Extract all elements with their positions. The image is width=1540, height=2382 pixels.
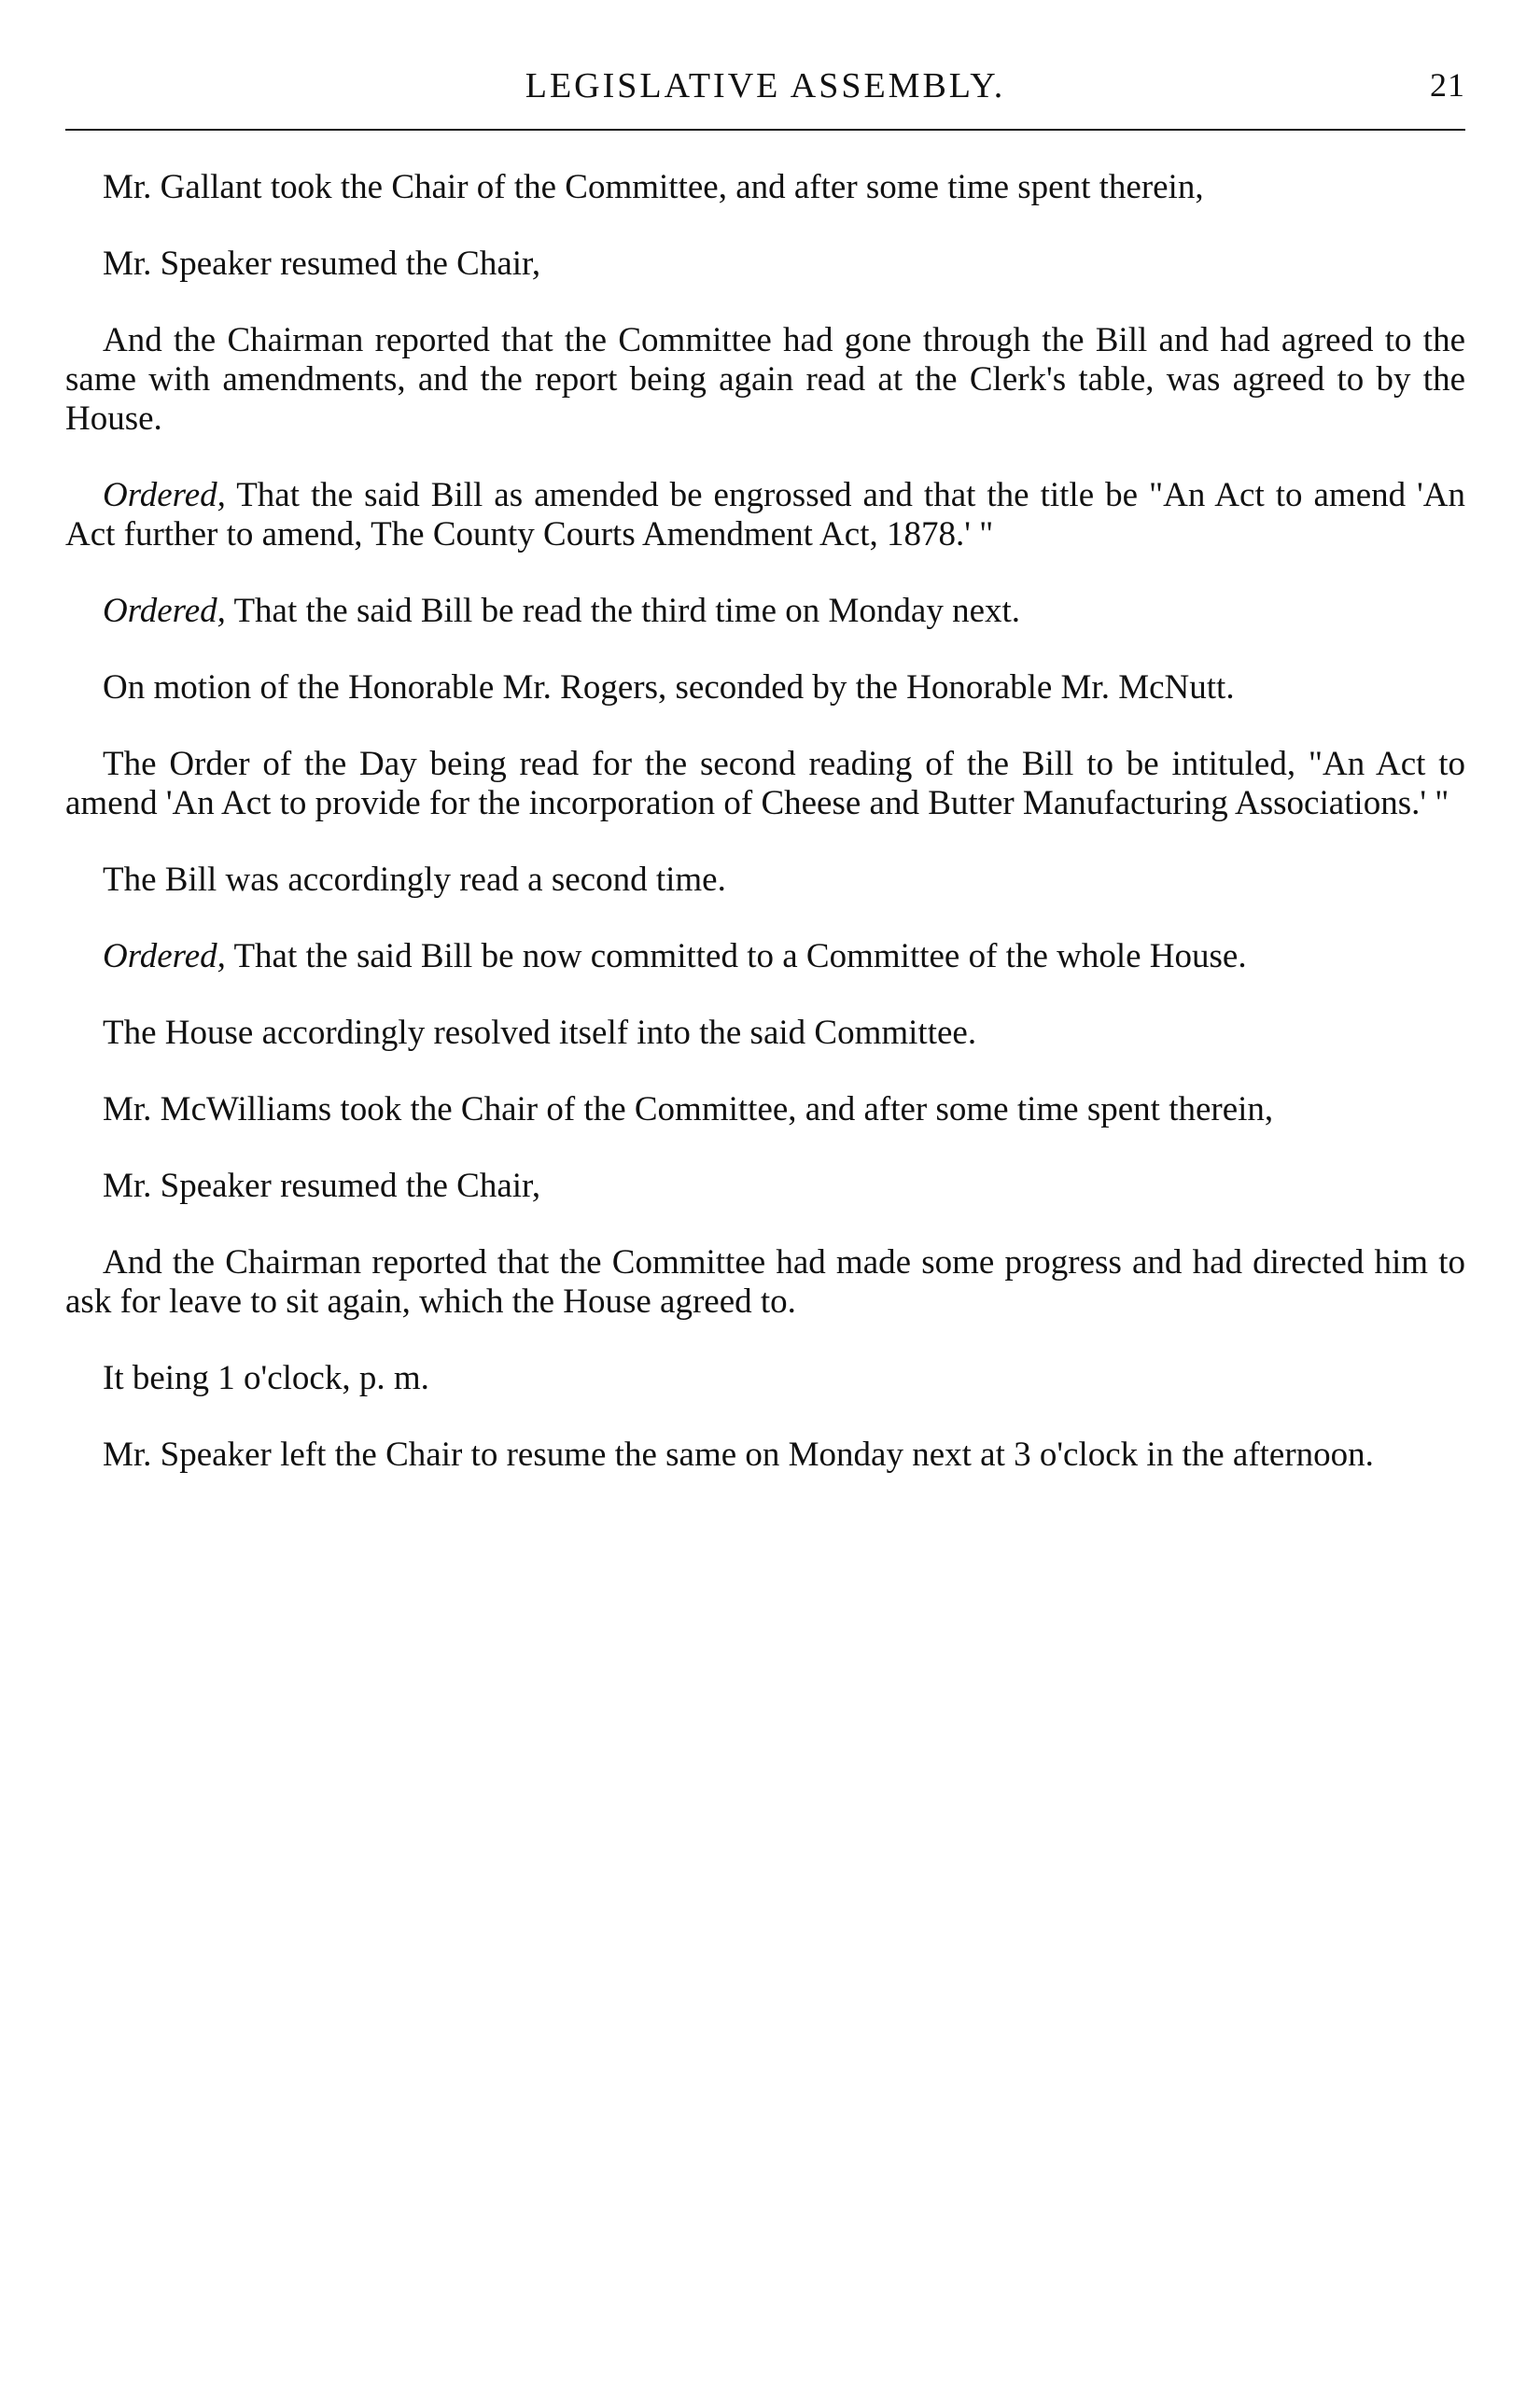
paragraph-text: And the Chairman reported that the Committee had made some progress and had directed him to ask for leave to sit again, which the House agreed to. <box>65 1243 1465 1321</box>
paragraph <box>65 861 1465 900</box>
paragraph-text: The House accordingly resolved itself into the said Committee. <box>103 1014 977 1052</box>
paragraph-lead: Ordered, <box>103 592 226 630</box>
document-page <box>65 56 1465 1512</box>
paragraph-text: Mr. Speaker resumed the Chair, <box>103 1167 541 1205</box>
paragraph-text: Mr. Speaker left the Chair to resume the same on Monday next at 3 o'clock in the afternoon. <box>103 1436 1374 1474</box>
paragraph-text: That the said Bill as amended be engrossed and that the title be "An Act to amend 'An Act further to amend, The County Courts Amendment Act, 1878.' " <box>65 476 1465 553</box>
paragraph-lead: Ordered, <box>103 937 226 975</box>
paragraph-text: That the said Bill be read the third time on Monday next. <box>225 592 1021 630</box>
paragraph <box>65 1090 1465 1129</box>
paragraph <box>65 476 1465 554</box>
paragraph-lead: Ordered, <box>103 476 226 514</box>
paragraph <box>65 245 1465 284</box>
paragraph <box>65 1167 1465 1206</box>
paragraph <box>65 937 1465 976</box>
page-number: 21 <box>1430 66 1465 104</box>
paragraph <box>65 1243 1465 1322</box>
paragraph <box>65 1014 1465 1053</box>
paragraph-text: Mr. Gallant took the Chair of the Committee, and after some time spent therein, <box>103 168 1204 206</box>
paragraph-text: That the said Bill be now committed to a Committee of the whole House. <box>225 937 1247 975</box>
paragraph-text: It being 1 o'clock, p. m. <box>103 1359 429 1397</box>
paragraph-text: The Bill was accordingly read a second time. <box>103 861 726 899</box>
paragraph <box>65 1359 1465 1398</box>
header-rule <box>65 129 1465 131</box>
paragraph <box>65 321 1465 439</box>
paragraph-text: Mr. Speaker resumed the Chair, <box>103 245 541 283</box>
paragraph-text: On motion of the Honorable Mr. Rogers, seconded by the Honorable Mr. McNutt. <box>103 668 1235 707</box>
paragraph <box>65 168 1465 207</box>
paragraph <box>65 668 1465 708</box>
paragraph <box>65 1436 1465 1475</box>
paragraph <box>65 592 1465 631</box>
running-title: LEGISLATIVE ASSEMBLY. <box>525 66 1006 105</box>
running-head <box>65 56 1465 108</box>
paragraph-text: And the Chairman reported that the Committee had gone through the Bill and had agreed to the same with amendments, and the report being again read at the Clerk's table, was agreed to by the House. <box>65 321 1465 438</box>
paragraph-text: The Order of the Day being read for the second reading of the Bill to be intituled, "An Act to amend 'An Act to provide for the incorporation of Cheese and Butter Manufacturing Associations.' " <box>65 745 1465 822</box>
paragraph <box>65 745 1465 823</box>
body-text <box>65 168 1465 1475</box>
paragraph-text: Mr. McWilliams took the Chair of the Committee, and after some time spent therein, <box>103 1090 1274 1128</box>
